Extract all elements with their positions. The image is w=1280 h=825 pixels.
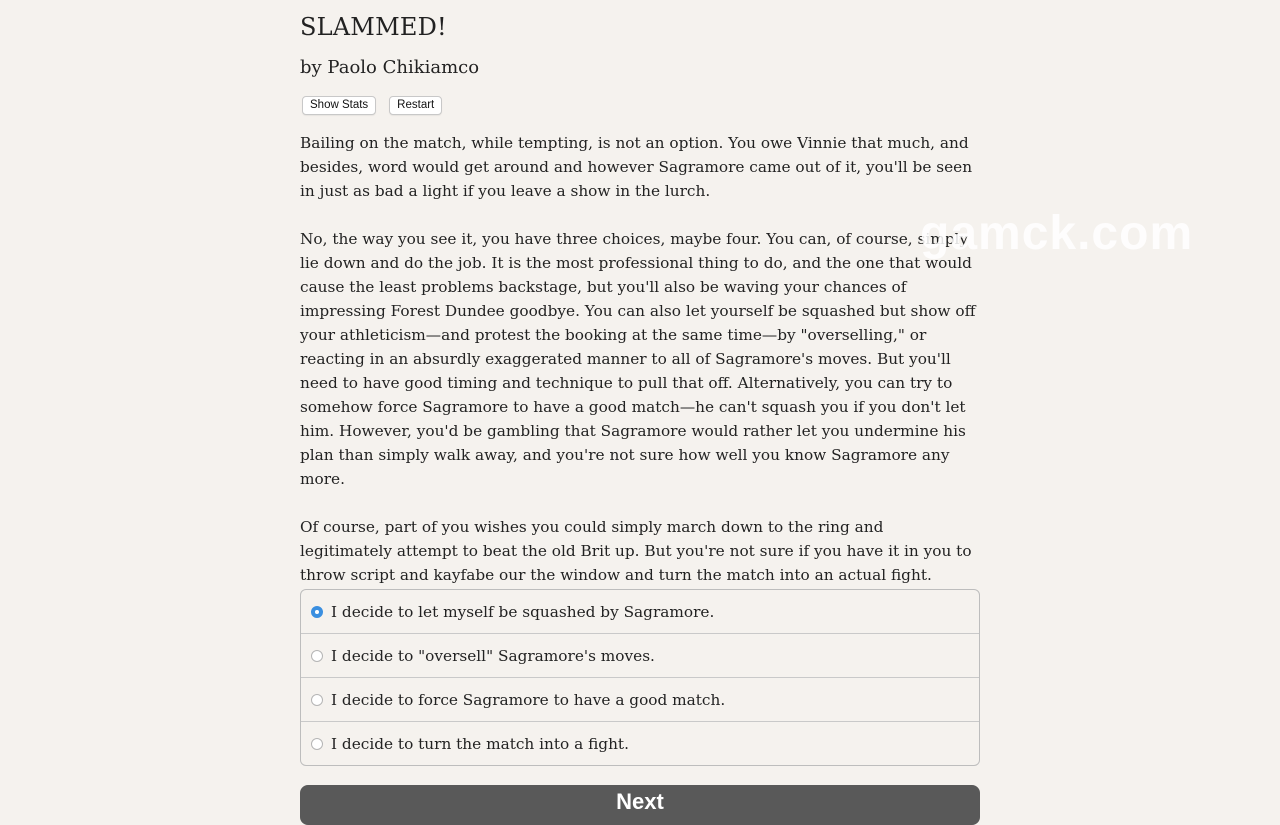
next-button[interactable]: Next [300,785,980,825]
choice-label: I decide to "oversell" Sagramore's moves. [331,646,655,665]
choice-option-2[interactable] [301,633,979,677]
story-paragraph: Bailing on the match, while tempting, is not an option. You owe Vinnie that much, and besides, word would get around and however Sagramore came out of it, you'll be seen in just as bad a light if you leave a show in the lurch. [300,134,973,200]
watermark: gamck.com [920,207,1194,260]
choice-option-4[interactable] [301,721,979,765]
restart-button[interactable]: Restart [389,96,442,115]
toolbar [302,96,442,115]
radio-icon[interactable] [311,738,323,750]
choice-list [300,589,980,766]
show-stats-button[interactable]: Show Stats [302,96,376,115]
radio-icon[interactable] [311,650,323,662]
choice-label: I decide to turn the match into a fight. [331,734,629,753]
story-paragraph: Of course, part of you wishes you could simply march down to the ring and legitimately attempt to beat the old Brit up. But you're not sure if you have it in you to throw script and kayfabe our the window and turn the match into an actual fight. [300,518,972,584]
choice-label: I decide to force Sagramore to have a good match. [331,690,726,709]
radio-icon[interactable] [311,694,323,706]
choice-option-3[interactable] [301,677,979,721]
story-paragraph: No, the way you see it, you have three choices, maybe four. You can, of course, simply lie down and do the job. It is the most professional thing to do, and the one that would cause the least problems backstage, but you'll also be waving your chances of impressing Forest Dundee goodbye. You can also let yourself be squashed but show off your athleticism—and protest the booking at the same time—by "overselling," or reacting in an absurdly exaggerated manner to all of Sagramore's moves. But you'll need to have good timing and technique to pull that off. Alternatively, you can try to somehow force Sagramore to have a good match—he can't squash you if you don't let him. However, you'd be gambling that Sagramore would rather let you undermine his plan than simply walk away, and you're not sure how well you know Sagramore any more. [300,230,976,488]
author-line: by Paolo Chikiamco [300,57,480,78]
choice-label: I decide to let myself be squashed by Sagramore. [331,602,715,621]
game-title: SLAMMED! [300,13,447,41]
story-text [300,131,980,611]
choice-option-1[interactable] [301,590,979,633]
radio-selected-icon[interactable] [311,606,323,618]
